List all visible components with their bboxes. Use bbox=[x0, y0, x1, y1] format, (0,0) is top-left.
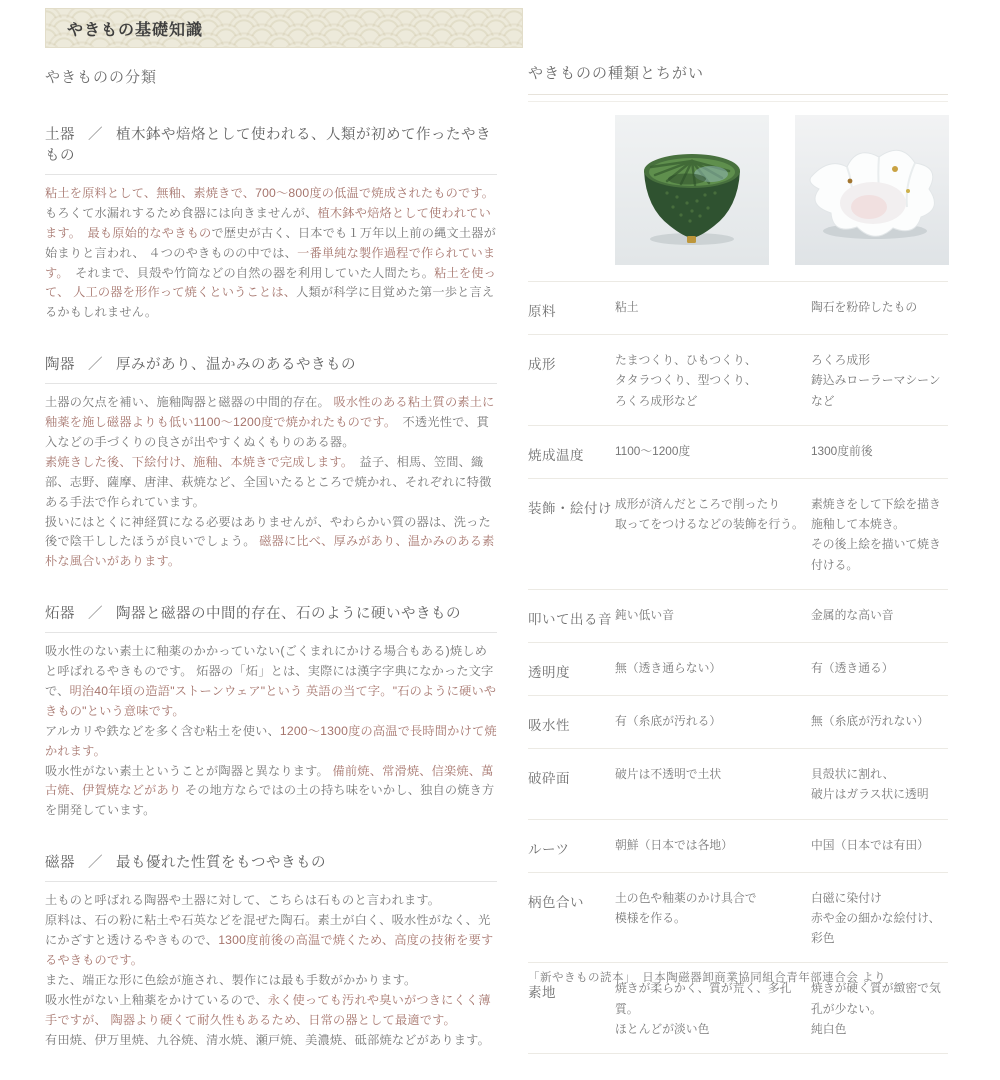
section-jiki bbox=[45, 851, 497, 1050]
paragraph-text: 益子、相馬、笠間、織部、志野、薩摩、唐津、萩焼など、全国いたるところで焼かれ、それぞれに特徴ある手法で作られています。 bbox=[45, 454, 492, 509]
cell-line: 破片はガラス状に透明 bbox=[811, 787, 929, 802]
row-label: 装飾・絵付け bbox=[528, 500, 612, 516]
classification-title: やきものの分類 bbox=[45, 69, 158, 86]
section-subtitle: 最も優れた性質をもつやきもの bbox=[116, 855, 326, 872]
cell-line: タタラつくり、型つくり、 bbox=[615, 373, 757, 388]
paragraph-text: その地方ならではの土の持ち味をいかし、独自の焼き方を開発しています。 bbox=[45, 783, 495, 818]
cell-line: 焼きが柔らかく、質が荒く、多孔質。 bbox=[615, 981, 792, 1016]
cell-line: 鋳込みローラーマシーンなど bbox=[811, 373, 941, 408]
section-divider bbox=[45, 881, 497, 882]
cell-line: 金属的な高い音 bbox=[811, 607, 894, 622]
section-doki bbox=[45, 123, 497, 323]
section-heading bbox=[45, 602, 497, 623]
section-paragraph bbox=[45, 891, 497, 911]
cell-line: 朝鮮（日本では各地） bbox=[615, 837, 733, 852]
paragraph-text: それまで、貝殻や竹筒などの自然の器を利用していた人間たち。 bbox=[62, 265, 435, 280]
section-separator: ／ bbox=[88, 357, 103, 374]
row-label: 吸水性 bbox=[528, 717, 570, 733]
section-paragraph bbox=[45, 184, 497, 204]
cell-line: ほとんどが淡い色 bbox=[615, 1021, 710, 1036]
section-paragraph bbox=[45, 911, 497, 971]
table-row bbox=[528, 282, 948, 335]
paragraph-text: 不透光性で、貫入などの手づくりの良さが出やすくぬくもりのある器。 bbox=[45, 415, 490, 450]
section-heading bbox=[45, 123, 497, 165]
pottery-cell bbox=[615, 888, 811, 949]
cell-line: ろくろ成形など bbox=[615, 393, 698, 408]
paragraph-text: 永く使っても汚れや臭いがつきにくく薄手ですが、 陶器より硬くて耐久性もあるため、日常の器として最適です。 bbox=[45, 992, 491, 1027]
section-divider bbox=[45, 383, 497, 384]
table-row bbox=[528, 335, 948, 426]
section-paragraph bbox=[45, 722, 497, 762]
porcelain-cell bbox=[811, 350, 948, 411]
classification-sections bbox=[45, 123, 497, 1050]
section-paragraph bbox=[45, 204, 497, 323]
pottery-cell bbox=[615, 764, 811, 805]
row-label: 破砕面 bbox=[528, 770, 570, 786]
porcelain-cell bbox=[811, 441, 948, 464]
header-banner bbox=[45, 8, 523, 48]
cell-line: 中国（日本では有田） bbox=[811, 837, 929, 852]
page-title: やきもの基礎知識 bbox=[67, 21, 204, 39]
row-label: ルーツ bbox=[528, 841, 570, 857]
source-citation: 「新やきもの読本」 日本陶磁器卸商業協同組合青年部連合会 より bbox=[528, 972, 886, 984]
pottery-cell bbox=[615, 978, 811, 1039]
paragraph-text: 有田焼、伊万里焼、九谷焼、清水焼、瀬戸焼、美濃焼、砥部焼などがあります。 bbox=[45, 1032, 490, 1047]
paragraph-text: 明治40年頃の造語"ストーンウェア"という 英語の当て字。"石のように硬いやきもの"という意味です。 bbox=[45, 684, 497, 718]
paragraph-text: 吸水性のない素土に釉薬のかかっていない(ごくまれにかける場合もある)焼しめと呼ばれるやきものです。 炻器の「炻」とは、実際には漢字字典になかった文字で、 bbox=[45, 644, 494, 699]
section-name: 磁器 bbox=[45, 855, 75, 872]
paragraph-text: 人類が科学に目覚めた第一歩と言えるかもしれません。 bbox=[45, 285, 495, 320]
paragraph-text: 土ものと呼ばれる陶器や土器に対して、こちらは石ものと言われます。 bbox=[45, 893, 441, 908]
section-paragraph bbox=[45, 513, 497, 573]
row-label: 成形 bbox=[528, 357, 556, 372]
cell-line: 赤や金の細かな絵付け、彩色 bbox=[811, 910, 941, 946]
paragraph-text: 粘土を原料として、無釉、素焼きで、700～800度の低温で焼成されたものです。 bbox=[45, 186, 495, 200]
paragraph-text: 一番単純な製作過程で作られています。 bbox=[45, 245, 496, 280]
section-divider bbox=[45, 632, 497, 633]
porcelain-cell bbox=[811, 658, 948, 681]
paragraph-text: 植木鉢や焙烙として使われています。 bbox=[45, 205, 491, 240]
pottery-cell bbox=[615, 835, 811, 858]
paragraph-text: また、端正な形に色絵が施され、製作には最も手数がかかります。 bbox=[45, 972, 417, 987]
row-label: 柄色合い bbox=[528, 894, 584, 910]
section-heading bbox=[45, 851, 497, 872]
section-name: 炻器 bbox=[45, 606, 75, 623]
comparison-table bbox=[528, 282, 948, 1054]
section-paragraph bbox=[45, 393, 497, 453]
pottery-cell bbox=[615, 494, 811, 575]
paragraph-text: 磁器に比べ、厚みがあり、温かみのある素朴な風合いがあります。 bbox=[45, 534, 495, 569]
comparison-images-row bbox=[528, 101, 948, 282]
paragraph-text: アルカリや鉄などを多く含む粘土を使い、 bbox=[45, 723, 280, 738]
paragraph-text: 土器の欠点を補い、施釉陶器と磁器の中間的存在。 bbox=[45, 395, 334, 410]
pottery-cell bbox=[615, 350, 811, 411]
cell-line: 貝殻状に割れ、 bbox=[811, 766, 895, 781]
paragraph-text: もろくて水漏れするため食器には向きませんが、 bbox=[45, 205, 318, 220]
cell-line: 白磁に染付け bbox=[811, 890, 882, 905]
section-name: 土器 bbox=[45, 127, 75, 143]
comparison-title: やきものの種類とちがい bbox=[528, 62, 948, 95]
section-sekki bbox=[45, 602, 497, 821]
table-row bbox=[528, 873, 948, 964]
paragraph-text bbox=[75, 226, 87, 240]
cell-line: 1300度前後 bbox=[811, 443, 873, 458]
paragraph-text: 吸水性のある粘土質の素土に釉薬を施し磁器よりも低い1100～1200度で焼かれたものです。 bbox=[45, 395, 495, 430]
section-paragraph bbox=[45, 642, 497, 722]
paragraph-text: 素焼きした後、下絵付け、施釉、本焼きで完成します。 bbox=[45, 454, 348, 469]
cell-line: 取ってをつけるなどの装飾を行う。 bbox=[615, 517, 804, 532]
pottery-cell bbox=[615, 658, 811, 681]
section-paragraph bbox=[45, 1031, 497, 1051]
section-paragraph bbox=[45, 991, 497, 1031]
row-label: 透明度 bbox=[528, 664, 570, 680]
section-separator: ／ bbox=[88, 606, 103, 623]
cell-line: 粘土 bbox=[615, 300, 639, 314]
porcelain-cell bbox=[811, 888, 948, 949]
row-label: 原料 bbox=[528, 304, 556, 319]
cell-line: 1100～1200度 bbox=[615, 443, 691, 458]
pottery-cell bbox=[615, 605, 811, 628]
table-row bbox=[528, 820, 948, 873]
cell-line: 模様を作る。 bbox=[615, 910, 686, 925]
paragraph-text: 1200～1300度の高温で長時間かけて焼かれます。 bbox=[45, 723, 497, 758]
cell-line: 無（糸底が汚れない） bbox=[811, 713, 929, 728]
porcelain-cell bbox=[811, 605, 948, 628]
table-row bbox=[528, 696, 948, 749]
section-paragraph bbox=[45, 971, 497, 991]
pottery-cell bbox=[615, 297, 811, 320]
section-separator: ／ bbox=[88, 127, 103, 143]
table-row bbox=[528, 479, 948, 590]
section-subtitle: 厚みがあり、温かみのあるやきもの bbox=[116, 357, 356, 374]
section-toki bbox=[45, 353, 497, 572]
cell-line: 有（糸底が汚れる） bbox=[615, 713, 722, 728]
paragraph-text: で歴史が古く、日本でも１万年以上前の縄文土器が始まりと言われ、 ４つのやきものの中では、 bbox=[45, 225, 497, 260]
section-separator: ／ bbox=[88, 855, 103, 872]
comparison-column bbox=[528, 62, 948, 1054]
section-subtitle: 陶器と磁器の中間的存在、石のように硬いやきもの bbox=[116, 606, 461, 623]
paragraph-text: 原料は、石の粉に粘土や石英などを混ぜた陶石。素土が白く、吸水性がなく、光にかざすと透けるやきもので、 bbox=[45, 913, 491, 948]
row-label: 焼成温度 bbox=[528, 447, 584, 463]
classification-column bbox=[45, 66, 497, 1080]
section-divider bbox=[45, 174, 497, 175]
section-paragraph bbox=[45, 453, 497, 513]
table-row bbox=[528, 590, 948, 643]
paragraph-text: 吸水性がない上釉薬をかけているので、 bbox=[45, 992, 268, 1007]
cell-line: 施釉して本焼き。 bbox=[811, 517, 905, 532]
paragraph-text: 扱いにはとくに神経質になる必要はありませんが、やわらかい質の器は、洗った後で陰干ししたほうが良いでしょう。 bbox=[45, 514, 491, 549]
cell-line: 純白色 bbox=[811, 1021, 847, 1036]
porcelain-cell bbox=[811, 978, 948, 1039]
porcelain-cell bbox=[811, 494, 948, 575]
section-heading bbox=[45, 353, 497, 374]
cell-line: 鈍い低い音 bbox=[615, 607, 674, 622]
table-row bbox=[528, 426, 948, 479]
paragraph-text: 1300度前後の高温で焼くため、高度の技術を要するやきものです。 bbox=[45, 933, 494, 967]
cell-line: 破片は不透明で土状 bbox=[615, 766, 722, 781]
section-name: 陶器 bbox=[45, 357, 75, 374]
cell-line: 陶石を粉砕したもの bbox=[811, 300, 918, 314]
porcelain-cell bbox=[811, 297, 948, 320]
row-label: 叩いて出る音 bbox=[528, 611, 612, 627]
porcelain-cell bbox=[811, 764, 948, 805]
paragraph-text: 最も原始的なやきもの bbox=[87, 225, 212, 240]
pottery-cell bbox=[615, 711, 811, 734]
cell-line: たまつくり、ひもつくり、 bbox=[615, 353, 757, 367]
pottery-cell bbox=[615, 441, 811, 464]
section-subtitle: 植木鉢や焙烙として使われる、人類が初めて作ったやきもの bbox=[45, 127, 491, 164]
porcelain-cell bbox=[811, 835, 948, 858]
paragraph-text: 備前焼、常滑焼、信楽焼、萬古焼、伊賀焼などがあり bbox=[45, 763, 494, 798]
cell-line: 無（透き通らない） bbox=[615, 660, 722, 675]
section-paragraph bbox=[45, 762, 497, 822]
cell-line: ろくろ成形 bbox=[811, 353, 870, 367]
paragraph-text: 粘土を使って、 人工の器を形作って焼くということは、 bbox=[45, 265, 497, 300]
cell-line: 成形が済んだところで削ったり bbox=[615, 496, 781, 511]
paragraph-text: 吸水性がない素土ということが陶器と異なります。 bbox=[45, 763, 333, 778]
row-label: 素地 bbox=[528, 985, 556, 1001]
cell-line: その後上絵を描いて焼き付ける。 bbox=[811, 537, 941, 572]
green-glazed-bowl-image bbox=[615, 115, 769, 265]
cell-line: 素焼きをして下絵を描き bbox=[811, 496, 941, 511]
cell-line: 焼きが硬く質が緻密で気孔が少ない。 bbox=[811, 981, 941, 1016]
cell-line: 有（透き通る） bbox=[811, 660, 894, 675]
cell-line: 土の色や釉薬のかけ具合で bbox=[615, 890, 757, 905]
porcelain-cell bbox=[811, 711, 948, 734]
table-row bbox=[528, 643, 948, 696]
table-row bbox=[528, 749, 948, 820]
white-porcelain-dish-image bbox=[795, 115, 949, 265]
